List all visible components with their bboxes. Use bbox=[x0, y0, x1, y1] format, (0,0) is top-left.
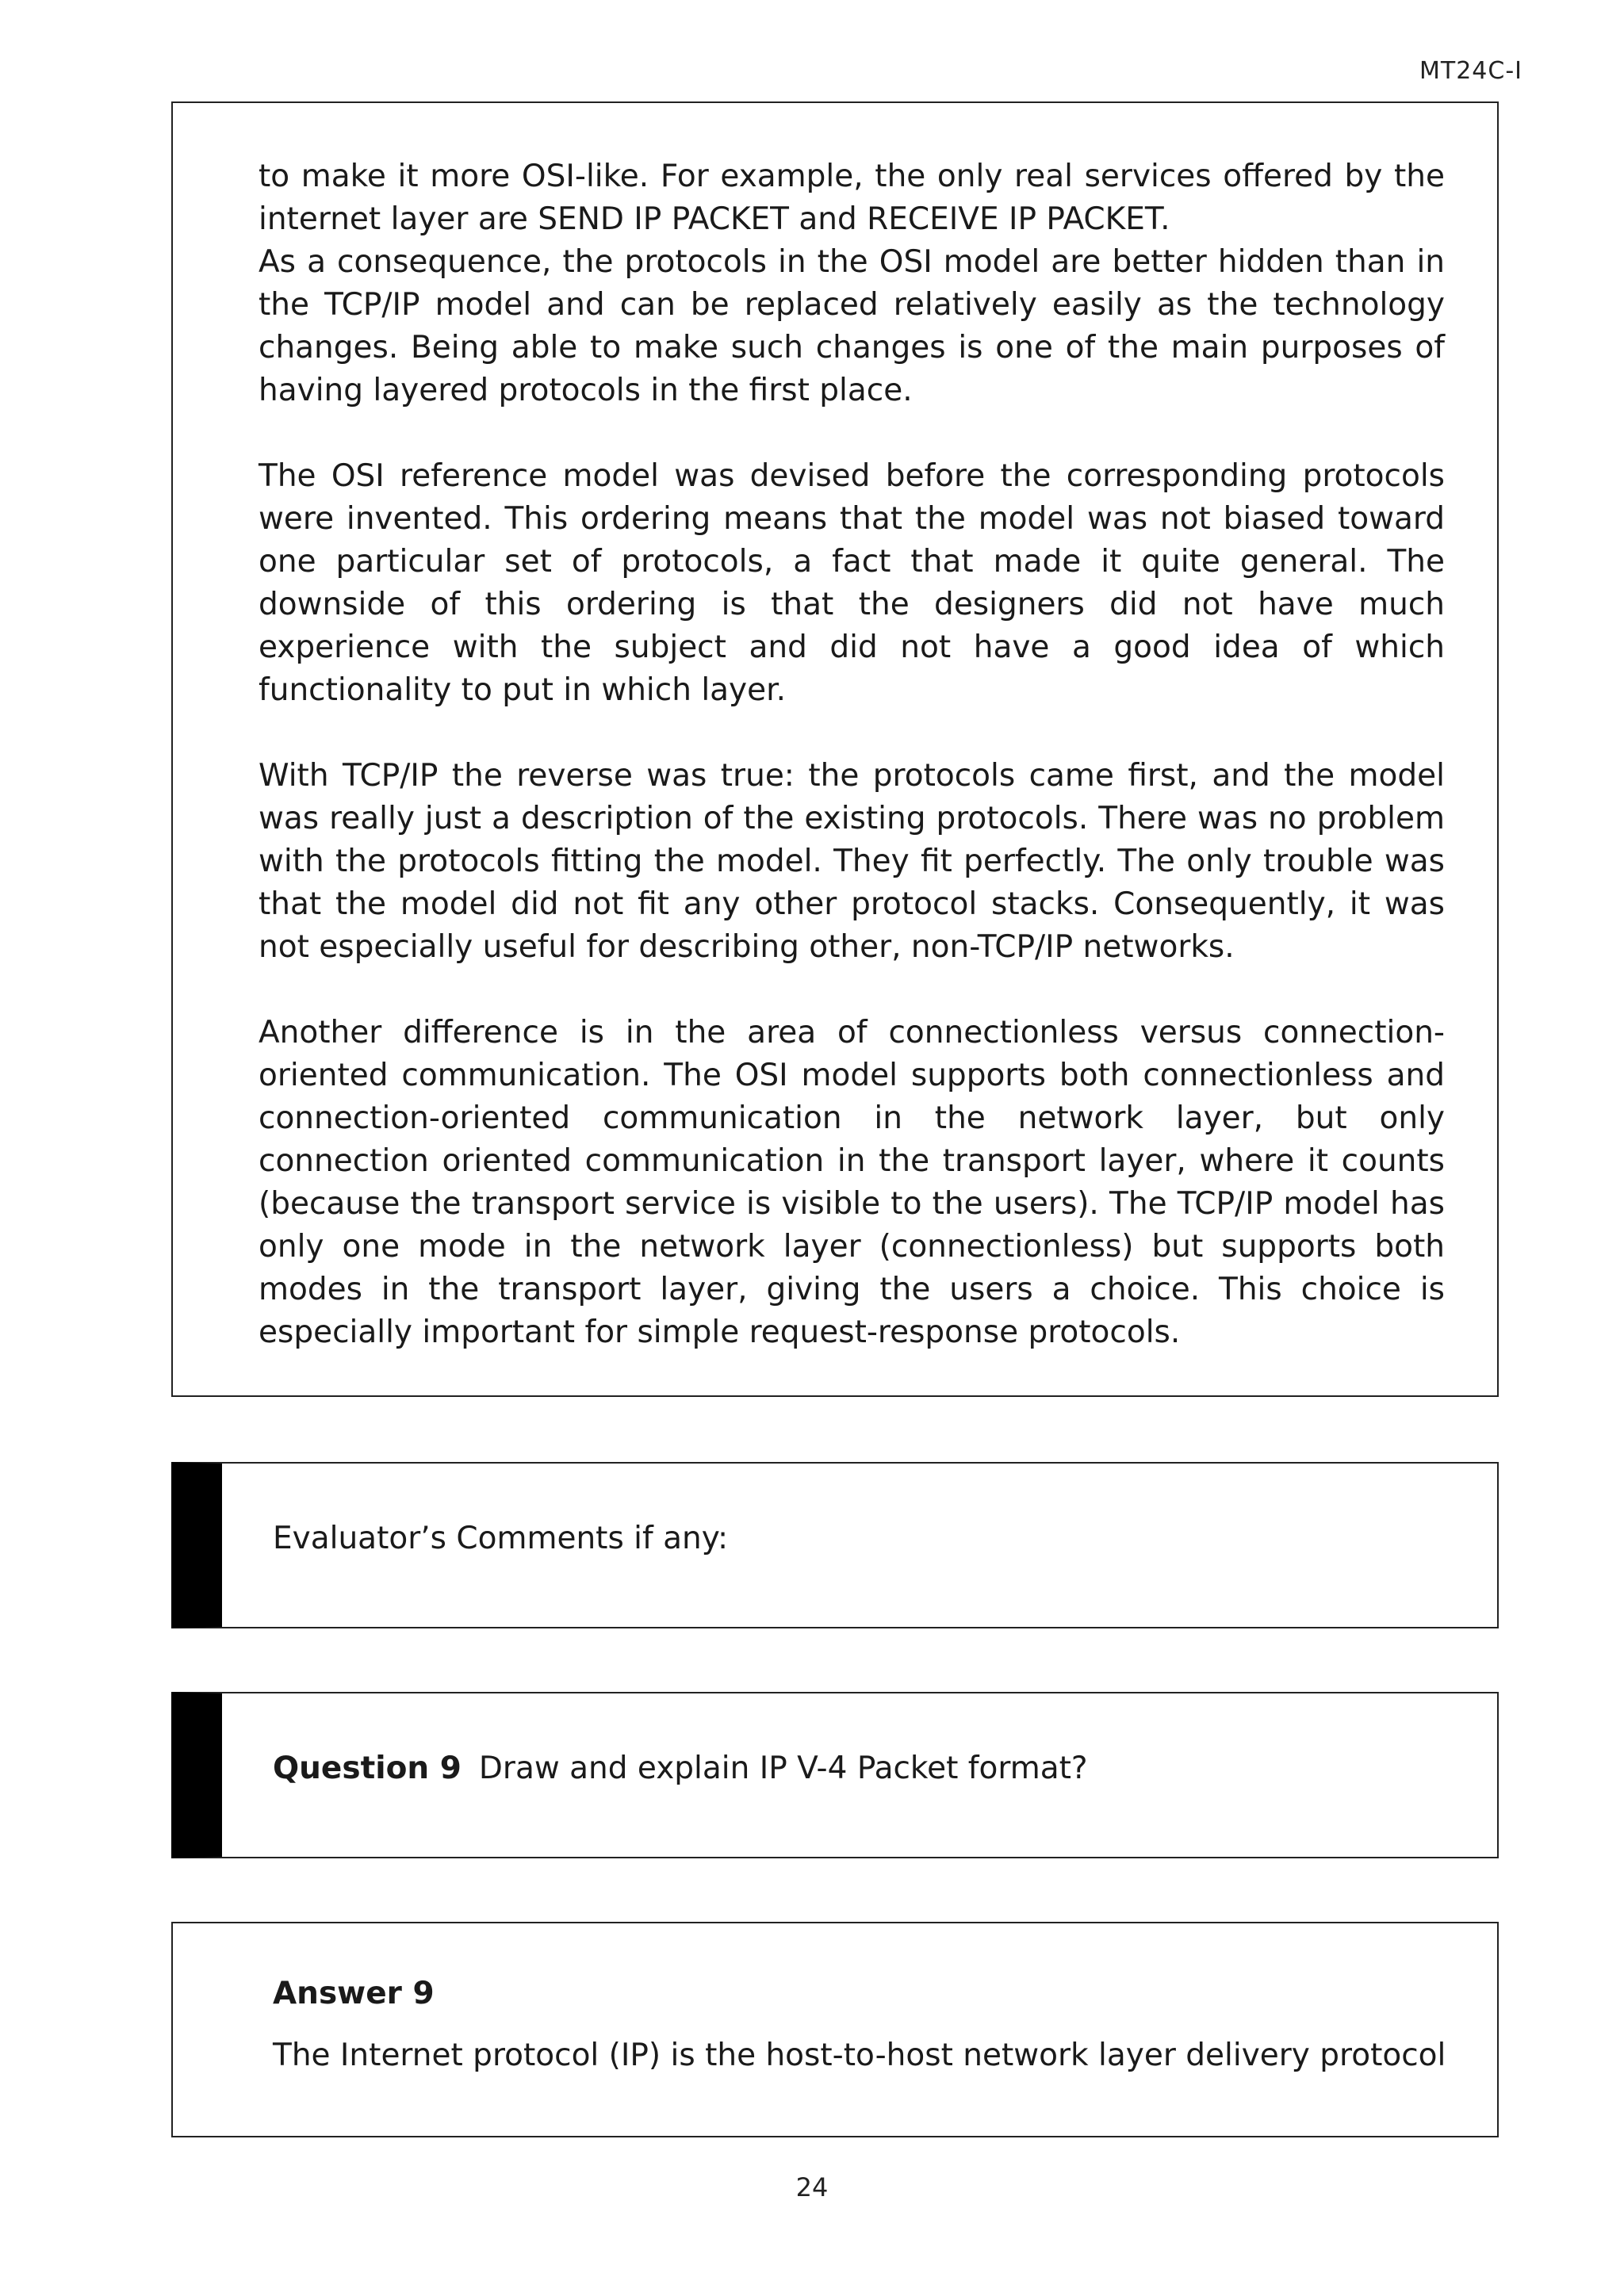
answer-continuation-text bbox=[259, 155, 1445, 1354]
evaluator-comments-label: Evaluator’s Comments if any: bbox=[273, 1521, 729, 1556]
document-code: MT24C-I bbox=[1419, 57, 1522, 85]
question-line bbox=[273, 1747, 1088, 1790]
question-text: Draw and explain IP V-4 Packet format? bbox=[478, 1751, 1088, 1786]
paragraph: to make it more OSI-like. For example, the only real services offered by the internet layer are SEND IP PACKET and RECEIVE IP PACKET. bbox=[259, 159, 1445, 237]
page-number: 24 bbox=[795, 2172, 829, 2202]
answer-text: The Internet protocol (IP) is the host-to-host network layer delivery protocol bbox=[273, 2038, 1446, 2073]
evaluator-comments-box bbox=[171, 1462, 1499, 1628]
paragraph: The OSI reference model was devised before the corresponding protocols were invented. This ordering means that the model was not biased toward one particular set of protocols, a fact that made it quite general. The downside of this ordering is that the designers did not have much experience with the subject and did not have a good idea of which functionality to put in which layer. bbox=[259, 458, 1445, 708]
paragraph: With TCP/IP the reverse was true: the protocols came first, and the model was really just a description of the existing protocols. There was no problem with the protocols fitting the model. They fit perfectly. The only trouble was that the model did not fit any other protocol stacks. Consequently, it was not especially useful for describing other, non-TCP/IP networks. bbox=[259, 758, 1445, 965]
paragraph: Another difference is in the area of connectionless versus connection-oriented communication. The OSI model supports both connectionless and connection-oriented communication in the network layer, but only connection oriented communication in the transport layer, where it counts (because the transport service is visible to the users). The TCP/IP model has only one mode in the network layer (connectionless) but supports both modes in the transport layer, giving the users a choice. This choice is especially important for simple request-response protocols. bbox=[259, 1015, 1445, 1350]
answer-label: Answer 9 bbox=[273, 1976, 435, 2011]
answer-continuation-box bbox=[171, 101, 1499, 1397]
question-box bbox=[171, 1692, 1499, 1858]
paragraph: As a consequence, the protocols in the OSI model are better hidden than in the TCP/IP model and can be replaced relatively easily as the technology changes. Being able to make such changes is one of the main purposes of having layered protocols in the first place. bbox=[259, 244, 1445, 408]
question-number: Question 9 bbox=[273, 1751, 462, 1786]
answer-box bbox=[171, 1922, 1499, 2137]
